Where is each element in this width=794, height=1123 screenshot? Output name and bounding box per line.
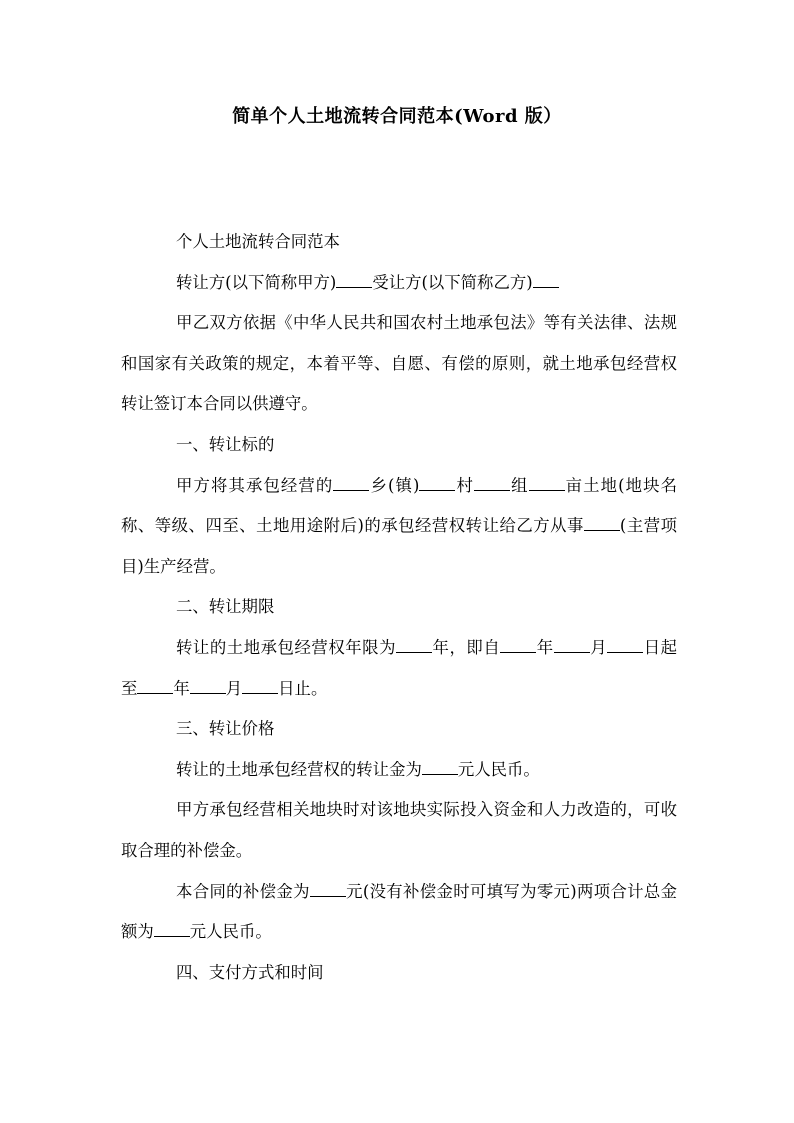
text-segment: 本合同的补偿金为 <box>176 881 310 901</box>
text-segment: 月 <box>589 637 608 657</box>
parties-line <box>121 263 677 304</box>
text-segment: 乡(镇) <box>369 475 420 495</box>
total-blank[interactable] <box>154 921 190 938</box>
text-segment: 村 <box>455 475 474 495</box>
price-blank[interactable] <box>422 758 458 775</box>
compensation-paragraph: 甲方承包经营相关地块时对该地块实际投入资金和人力改造的，可收取合理的补偿金。 <box>121 800 677 860</box>
township-blank[interactable] <box>333 474 369 491</box>
text-segment: 年 <box>536 637 554 657</box>
text-segment: 元人民币。 <box>189 922 272 942</box>
text-segment: 月 <box>225 678 243 698</box>
end-month-blank[interactable] <box>190 677 226 694</box>
text-segment: 组 <box>509 475 529 495</box>
section2-paragraph <box>121 628 677 709</box>
end-day-blank[interactable] <box>242 677 278 694</box>
village-blank[interactable] <box>419 474 455 491</box>
end-year-blank[interactable] <box>137 677 173 694</box>
intro-paragraph: 甲乙双方依据《中华人民共和国农村土地承包法》等有关法律、法规和国家有关政策的规定，本着平等、自愿、有偿的原则，就土地承包经营权转让签订本合同以供遵守。 <box>121 313 677 414</box>
text-segment: 元人民币。 <box>457 759 540 779</box>
start-month-blank[interactable] <box>554 636 590 653</box>
document-title: 简单个人土地流转合同范本(Word 版） <box>232 106 562 127</box>
transferor-label: 转让方(以下简称甲方) <box>176 272 337 292</box>
subtitle: 个人土地流转合同范本 <box>176 232 340 251</box>
area-blank[interactable] <box>529 474 565 491</box>
section3-heading: 三、转让价格 <box>176 719 275 739</box>
transferee-label: 受让方(以下简称乙方) <box>372 272 533 292</box>
transferor-blank[interactable] <box>336 271 372 288</box>
project-blank[interactable] <box>584 515 620 532</box>
section1-paragraph <box>121 466 677 588</box>
text-segment: 转让的土地承包经营权的转让金为 <box>176 759 422 779</box>
text-segment: (主营项目)生产经营。 <box>121 516 677 576</box>
text-segment: 元(没有补偿金时可填写为零元)两项合计总金额为 <box>121 881 677 942</box>
price-paragraph <box>121 750 677 791</box>
start-year-blank[interactable] <box>500 636 536 653</box>
text-segment: 年 <box>173 678 190 698</box>
text-segment: 年，即自 <box>432 637 501 657</box>
text-segment: 甲方将其承包经营的 <box>176 475 334 495</box>
text-segment: 日起至 <box>121 637 678 698</box>
compensation-blank[interactable] <box>310 880 346 897</box>
section1-heading: 一、转让标的 <box>176 434 275 454</box>
text-segment: 日止。 <box>278 678 328 698</box>
text-segment: 转让的土地承包经营权年限为 <box>176 637 397 657</box>
document-body <box>121 222 677 993</box>
section2-heading: 二、转让期限 <box>176 597 275 617</box>
start-day-blank[interactable] <box>607 636 643 653</box>
group-blank[interactable] <box>474 474 510 491</box>
total-paragraph <box>121 872 677 953</box>
term-years-blank[interactable] <box>396 636 432 653</box>
text-segment: 亩土地(地块名称、等级、四至、土地用途附后)的承包经营权转让给乙方从事 <box>121 475 677 536</box>
transferee-blank[interactable] <box>533 271 559 288</box>
section4-heading: 四、支付方式和时间 <box>176 962 324 982</box>
